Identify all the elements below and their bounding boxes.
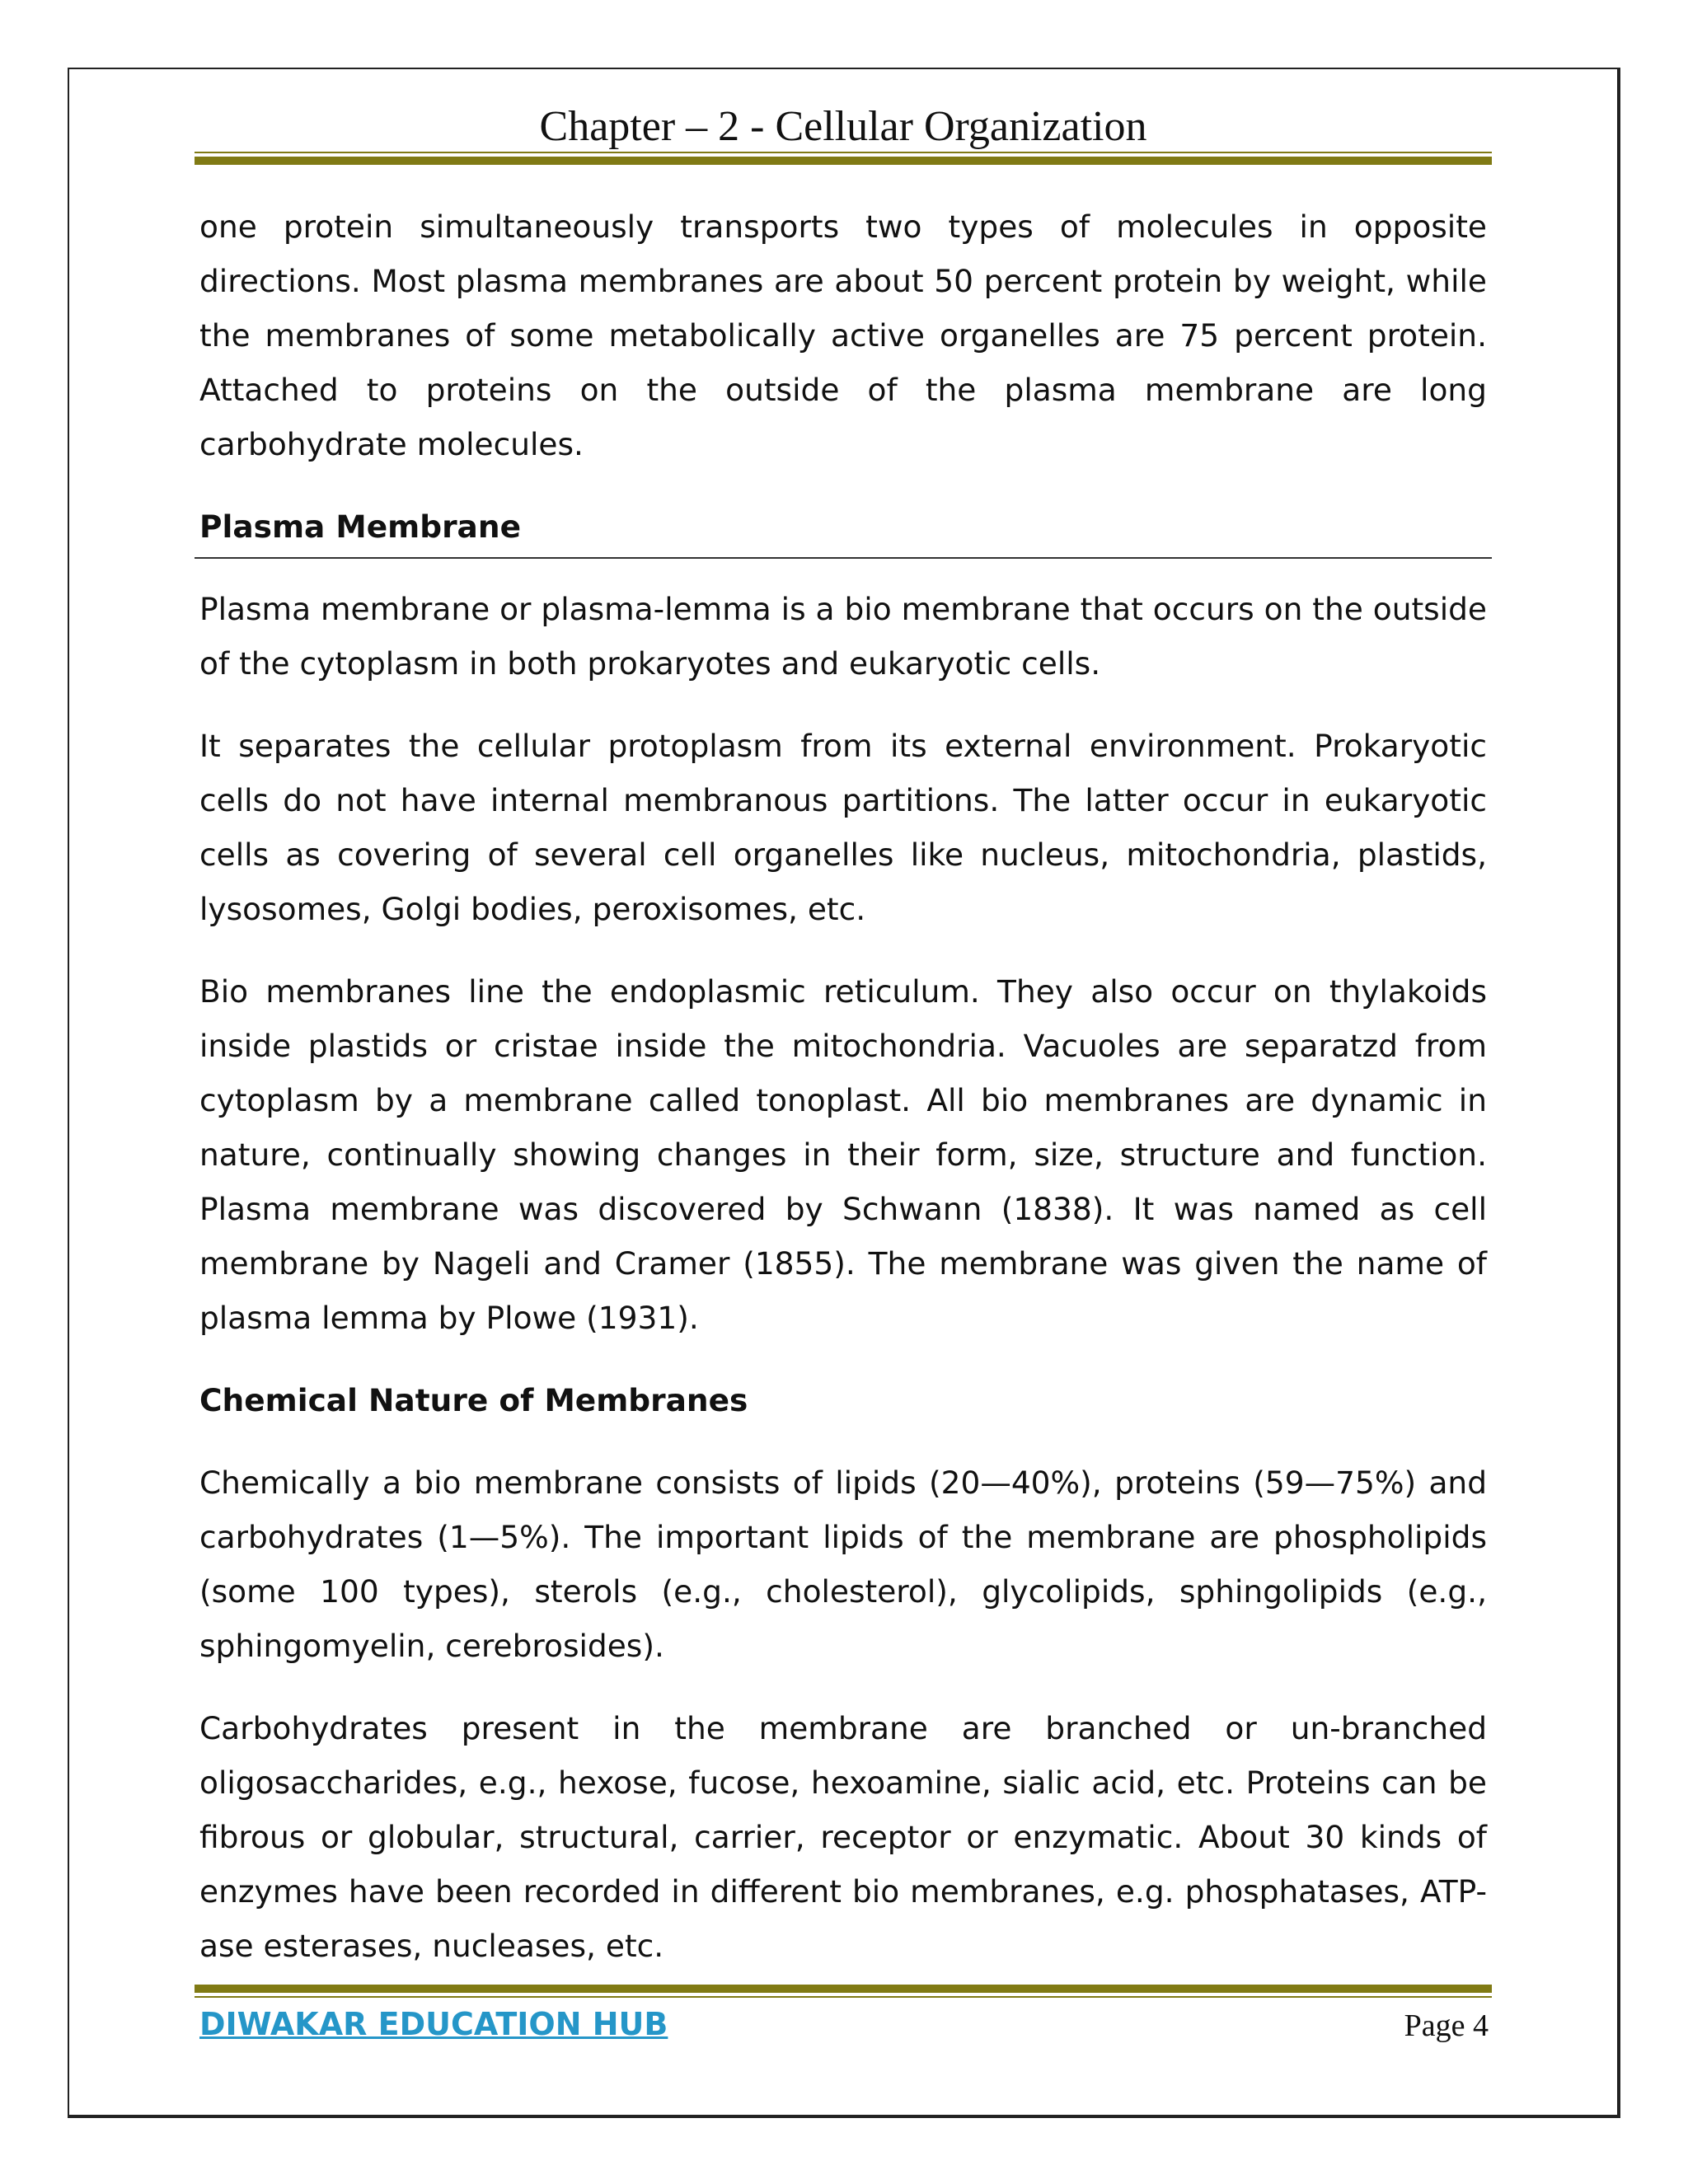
paragraph-1: one protein simultaneously transports two types of molecules in opposite directions. Most plasma membranes are about 50 percent protein by weight, while the membranes of some metabolically active organelles are 75 percent protein. Attached to proteins on the outside of the plasma membrane are long carbohydrate molecules. bbox=[199, 209, 1487, 462]
footer-rule-thick bbox=[195, 1985, 1492, 1993]
footer-rule-thin bbox=[195, 1996, 1492, 1998]
section-divider bbox=[195, 557, 1492, 559]
section-heading-plasma-membrane: Plasma Membrane bbox=[199, 509, 521, 545]
section-heading-chemical-nature: Chemical Nature of Membranes bbox=[199, 1382, 748, 1418]
page-number: Page 4 bbox=[1404, 2008, 1489, 2043]
paragraph-6: Carbohydrates present in the membrane are branched or un-branched oligosaccharides, e.g., hexose, fucose, hexoamine, sialic acid, etc. Proteins can be fibrous or globular, structural, carrier, receptor or enzymatic. About 30 kinds of enzymes have been recorded in different bio membranes, e.g. phosphatases, ATP-ase esterases, nucleases, etc. bbox=[199, 1710, 1487, 1964]
header-rule-thick bbox=[195, 157, 1492, 165]
footer-brand-link[interactable]: DIWAKAR EDUCATION HUB bbox=[199, 2006, 668, 2042]
paragraph-3: It separates the cellular protoplasm from its external environment. Prokaryotic cells do not have internal membranous partitions. The latter occur in eukaryotic cells as covering of several cell organelles like nucleus, mitochondria, plastids, lysosomes, Golgi bodies, peroxisomes, etc. bbox=[199, 728, 1487, 927]
page-body bbox=[199, 199, 1487, 2001]
chapter-title: Chapter – 2 - Cellular Organization bbox=[539, 103, 1147, 150]
paragraph-5: Chemically a bio membrane consists of lipids (20—40%), proteins (59—75%) and carbohydrates (1—5%). The important lipids of the membrane are phospholipids (some 100 types), sterols (e.g., cholesterol), glycolipids, sphingolipids (e.g., sphingomyelin, cerebrosides). bbox=[199, 1465, 1487, 1664]
paragraph-4: Bio membranes line the endoplasmic reticulum. They also occur on thylakoids inside plastids or cristae inside the mitochondria. Vacuoles are separatzd from cytoplasm by a membrane called tonoplast. All bio membranes are dynamic in nature, continually showing changes in their form, size, structure and function. Plasma membrane was discovered by Schwann (1838). It was named as cell membrane by Nageli and Cramer (1855). The membrane was given the name of plasma lemma by Plowe (1931). bbox=[199, 973, 1487, 1336]
header-rule-thin bbox=[195, 152, 1492, 153]
paragraph-2: Plasma membrane or plasma-lemma is a bio membrane that occurs on the outside of the cytoplasm in both prokaryotes and eukaryotic cells. bbox=[199, 591, 1487, 682]
